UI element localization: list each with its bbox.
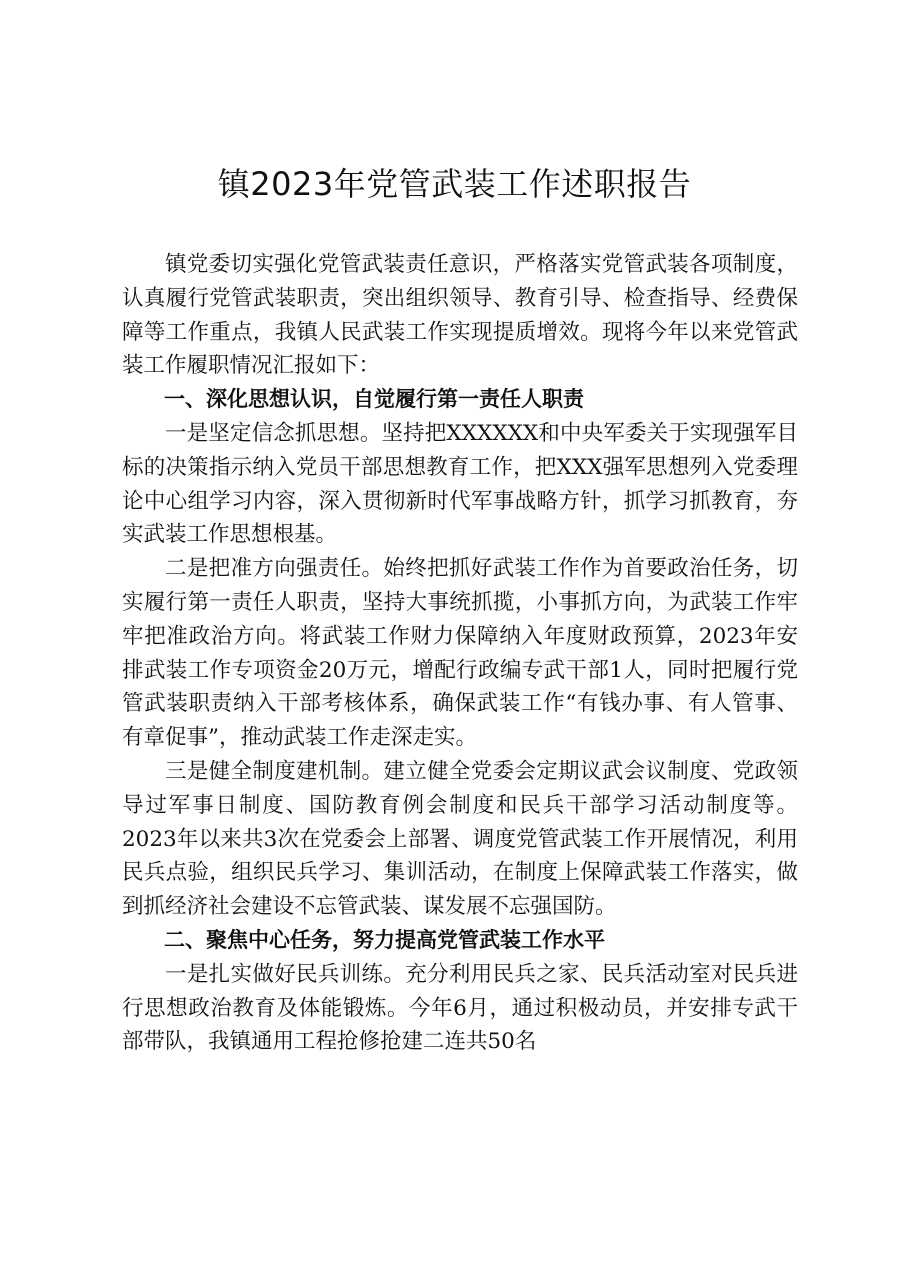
document-title: 镇2023年党管武装工作述职报告 [217, 165, 692, 203]
section-1-paragraph-2: 二是把准方向强责任。始终把抓好武装工作作为首要政治任务，切实履行第一责任人职责，坚持大事统抓揽，小事抓方向，为武装工作牢牢把准政治方向。将武装工作财力保障纳入年度财政预算，2023年安排武装工作专项资金20万元，增配行政编专武干部1人，同时把履行党管武装职责纳入干部考核体系，确保武装工作“有钱办事、有人管事、有章促事”，推动武装工作走深走实。 [122, 556, 798, 751]
intro-paragraph: 镇党委切实强化党管武装责任意识，严格落实党管武装各项制度，认真履行党管武装职责，突出组织领导、教育引导、检查指导、经费保障等工作重点，我镇人民武装工作实现提质增效。现将今年以来党管武装工作履职情况汇报如下： [122, 252, 798, 379]
document-body [122, 248, 798, 1059]
section-1-paragraph-1: 一是坚定信念抓思想。坚持把XXXXXX和中央军委关于实现强军目标的决策指示纳入党员干部思想教育工作，把XXX强军思想列入党委理论中心组学习内容，深入贯彻新时代军事战略方针，抓学习抓教育，夯实武装工作思想根基。 [122, 420, 798, 548]
section-heading-2: 二、聚焦中心任务，努力提高党管武装工作水平 [164, 927, 605, 952]
section-2-paragraph-1: 一是扎实做好民兵训练。充分利用民兵之家、民兵活动室对民兵进行思想政治教育及体能锻炼。今年6月，通过积极动员，并安排专武干部带队，我镇通用工程抢修抢建二连共50名 [122, 961, 798, 1055]
section-heading-1: 一、深化思想认识，自觉履行第一责任人职责 [164, 387, 584, 412]
section-1-paragraph-3: 三是健全制度建机制。建立健全党委会定期议武会议制度、党政领导过军事日制度、国防教育例会制度和民兵干部学习活动制度等。2023年以来共3次在党委会上部署、调度党管武装工作开展情况，利用民兵点验，组织民兵学习、集训活动，在制度上保障武装工作落实，做到抓经济社会建设不忘管武装、谋发展不忘强国防。 [122, 758, 798, 920]
